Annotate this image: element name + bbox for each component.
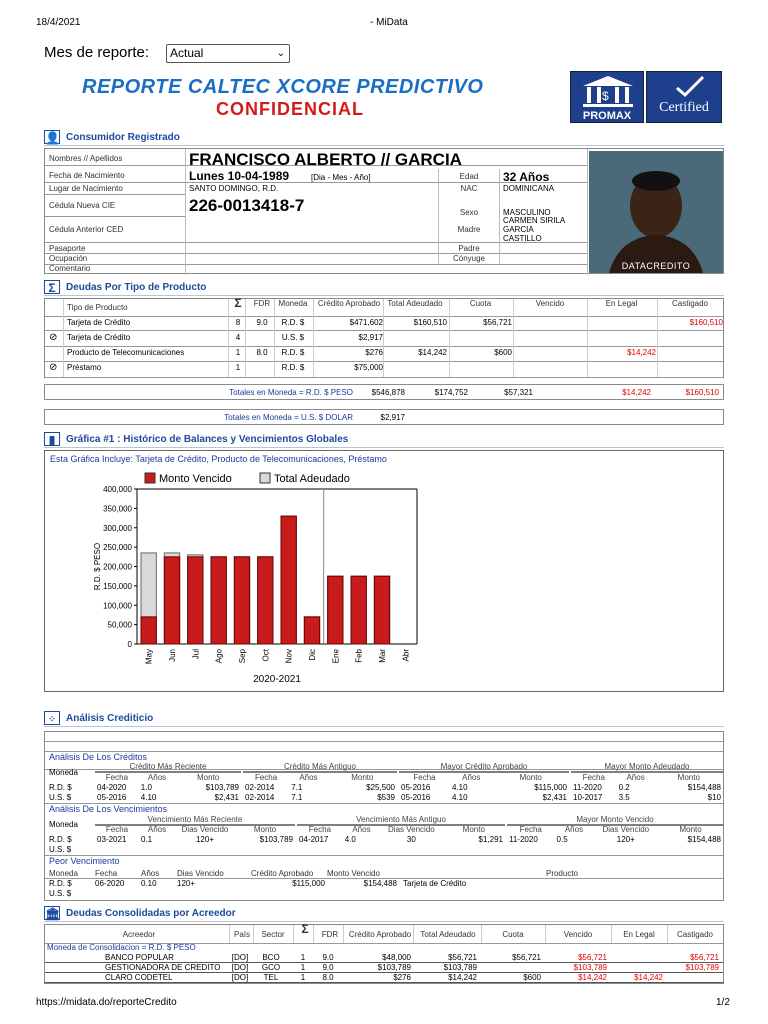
consumer-dob: Lunes 10-04-1989 bbox=[189, 169, 290, 183]
debts-header: Total Adeudado bbox=[387, 299, 443, 308]
label-comment: Comentario bbox=[49, 264, 91, 273]
y-tick-label: 400,000 bbox=[103, 485, 132, 494]
consol-header: Σ bbox=[301, 922, 309, 936]
consol-cell: $48,000 bbox=[382, 953, 411, 962]
moneda-label: Moneda bbox=[49, 768, 78, 777]
consumer-name: FRANCISCO ALBERTO // GARCIA bbox=[189, 150, 462, 169]
y-axis-title: R.D. $ PESO bbox=[93, 542, 102, 591]
total-rd-charged: $160,510 bbox=[685, 388, 719, 397]
bank-icon: 🏛 bbox=[45, 907, 61, 921]
x-tick-label: Dic bbox=[308, 649, 317, 661]
consolidated-table bbox=[44, 924, 724, 984]
consol-cell: $56,721 bbox=[512, 953, 541, 962]
label-mother: Madre bbox=[457, 225, 481, 234]
debts-cell: U.S. $ bbox=[281, 333, 305, 342]
credits-cell: 04-2020 bbox=[97, 783, 127, 792]
debts-cell: Tarjeta de Crédito bbox=[67, 333, 131, 342]
mother-line: CARMEN SIRILA bbox=[503, 216, 566, 225]
chevron-down-icon: ⌄ bbox=[276, 48, 285, 59]
worst-title: Peor Vencimiento bbox=[49, 856, 120, 866]
bar-past-due bbox=[234, 557, 249, 644]
label-occupation: Ocupación bbox=[49, 254, 88, 263]
due-cell: 03-2021 bbox=[97, 835, 127, 844]
report-title: REPORTE CALTEC XCORE PREDICTIVO bbox=[82, 76, 484, 98]
consol-cell: $14,242 bbox=[634, 973, 663, 982]
total-us-label: Totales en Moneda = U.S. $ DOLAR bbox=[224, 413, 353, 422]
section-consolidated-header bbox=[44, 906, 724, 922]
total-rd-quota: $57,321 bbox=[504, 388, 533, 397]
consol-cell: [DO] bbox=[231, 963, 249, 972]
legend-swatch bbox=[145, 473, 155, 483]
print-date: 18/4/2021 bbox=[36, 17, 81, 28]
due-group: Vencimiento Más Reciente bbox=[147, 815, 243, 824]
credits-title: Análisis De Los Créditos bbox=[49, 752, 148, 762]
worst-cell: 120+ bbox=[177, 879, 196, 888]
debts-total-rd bbox=[44, 384, 724, 400]
due-subheader: Años bbox=[352, 825, 371, 834]
due-subheader: Monto bbox=[679, 825, 702, 834]
consol-header: Total Adeudado bbox=[420, 930, 476, 939]
due-group: Vencimiento Más Antiguo bbox=[356, 815, 446, 824]
credits-subheader: Fecha bbox=[254, 773, 278, 782]
worst-cell: 0.10 bbox=[141, 879, 157, 888]
graph-panel bbox=[44, 450, 724, 692]
debts-header: Castigado bbox=[671, 299, 709, 308]
debts-cell: $2,917 bbox=[358, 333, 383, 342]
consol-header: Vencido bbox=[563, 930, 593, 939]
label-passport: Pasaporte bbox=[49, 244, 86, 253]
due-cell: 04-2017 bbox=[299, 835, 329, 844]
credits-cell: 02-2014 bbox=[245, 783, 275, 792]
y-tick-label: 100,000 bbox=[103, 601, 132, 611]
consumer-panel bbox=[44, 148, 724, 274]
due-cell: $154,488 bbox=[687, 835, 721, 844]
due-cell: 120+ bbox=[616, 835, 635, 844]
credits-currency: R.D. $ bbox=[49, 783, 72, 792]
moneda-label: Moneda bbox=[49, 820, 78, 829]
debts-cell: 8.0 bbox=[256, 348, 268, 357]
due-cell: 0.5 bbox=[556, 835, 568, 844]
debts-header: En Legal bbox=[605, 299, 638, 308]
consol-cell: $103,789 bbox=[377, 963, 411, 972]
due-cell: $1,291 bbox=[478, 835, 503, 844]
debts-cell: $14,242 bbox=[418, 348, 447, 357]
mother-line: CASTILLO bbox=[503, 234, 542, 243]
label-cie: Cédula Nueva CIE bbox=[49, 201, 116, 210]
due-cell: 0.1 bbox=[141, 835, 153, 844]
consol-cell: $103,789 bbox=[573, 963, 607, 972]
bar-past-due bbox=[328, 576, 343, 644]
credits-cell: 7.1 bbox=[291, 793, 303, 802]
debts-cell: R.D. $ bbox=[281, 363, 305, 372]
credits-subheader: Años bbox=[462, 773, 481, 782]
section-graph-title: Gráfica #1 : Histórico de Balances y Vencimientos Globales bbox=[66, 434, 349, 445]
dice-icon: ⁘ bbox=[44, 711, 60, 725]
bar-past-due bbox=[374, 576, 389, 644]
consol-header: Acreedor bbox=[122, 930, 156, 939]
credits-cell: 4.10 bbox=[140, 793, 157, 802]
due-subheader: Dias Vencido bbox=[388, 825, 435, 834]
y-tick-label: 200,000 bbox=[103, 562, 132, 572]
debts-cell: Préstamo bbox=[67, 363, 102, 372]
due-cell: $103,789 bbox=[259, 835, 293, 844]
x-tick-label: May bbox=[144, 649, 154, 665]
total-us-approved: $2,917 bbox=[380, 413, 405, 422]
debts-cell: Tarjeta de Crédito bbox=[67, 318, 131, 327]
consol-cell: $600 bbox=[523, 973, 541, 982]
worst-header: Dias Vencido bbox=[177, 869, 224, 878]
consol-cell: $14,242 bbox=[448, 973, 477, 982]
debts-table bbox=[44, 298, 724, 378]
consol-cell: $56,721 bbox=[690, 953, 719, 962]
due-cell: 4.0 bbox=[344, 835, 356, 844]
section-analysis-title: Análisis Crediticio bbox=[66, 713, 154, 724]
balance-chart bbox=[45, 465, 725, 691]
credits-group: Crédito Más Antiguo bbox=[283, 762, 357, 771]
promax-text: PROMAX bbox=[582, 110, 632, 122]
consol-cell: 8.0 bbox=[322, 973, 334, 982]
total-rd-legal: $14,242 bbox=[622, 388, 651, 397]
certified-badge bbox=[646, 71, 722, 123]
bar-past-due bbox=[188, 557, 203, 644]
worst-header: Producto bbox=[545, 869, 579, 878]
consumer-mother bbox=[503, 216, 565, 243]
due-currency: R.D. $ bbox=[49, 835, 72, 844]
month-select-value: Actual bbox=[170, 46, 204, 60]
consol-cell: $103,789 bbox=[685, 963, 719, 972]
checkmark-icon bbox=[647, 72, 723, 100]
due-subheader: Monto bbox=[253, 825, 277, 834]
month-select[interactable] bbox=[166, 44, 290, 63]
section-graph-header bbox=[44, 432, 724, 448]
print-url[interactable]: https://midata.do/reporteCredito bbox=[36, 997, 177, 1008]
credits-cell: $25,500 bbox=[366, 783, 395, 792]
graph-includes: Esta Gráfica Incluye: Tarjeta de Crédito, Producto de Telecomunicaciones, Préstamo bbox=[50, 454, 387, 464]
bar-past-due bbox=[304, 617, 319, 644]
label-age: Edad bbox=[459, 172, 479, 181]
due-subheader: Años bbox=[564, 825, 584, 834]
due-group: Mayor Monto Vencido bbox=[576, 815, 654, 824]
consol-header: País bbox=[233, 930, 250, 939]
consol-header: Crédito Aprobado bbox=[348, 930, 412, 939]
credits-cell: 4.10 bbox=[452, 793, 468, 802]
debts-total-us bbox=[44, 409, 724, 425]
credits-cell: 1.0 bbox=[140, 783, 152, 792]
worst-cell: Tarjeta de Crédito bbox=[403, 879, 467, 888]
y-tick-label: 300,000 bbox=[103, 523, 132, 533]
y-tick-label: 50,000 bbox=[107, 620, 132, 630]
consol-cell: $103,789 bbox=[443, 963, 477, 972]
consol-header: En Legal bbox=[623, 930, 655, 939]
credits-subheader: Monto bbox=[197, 773, 220, 782]
total-rd-approved: $546,878 bbox=[371, 388, 405, 397]
debts-header: Vencido bbox=[535, 299, 565, 308]
x-tick-label: Nov bbox=[284, 649, 294, 664]
credits-subheader: Fecha bbox=[105, 773, 129, 782]
debts-cell: $14,242 bbox=[627, 348, 656, 357]
credits-subheader: Años bbox=[299, 773, 318, 782]
due-cell: 30 bbox=[406, 835, 416, 844]
credits-cell: 7.1 bbox=[291, 783, 303, 792]
credits-cell: 02-2014 bbox=[245, 793, 275, 802]
debts-cell: R.D. $ bbox=[281, 318, 305, 327]
due-subheader: Monto bbox=[462, 825, 485, 834]
debts-cell: $471,602 bbox=[349, 318, 383, 327]
label-pob: Lugar de Nacimiento bbox=[49, 184, 123, 193]
section-consolidated-title: Deudas Consolidadas por Acreedor bbox=[66, 908, 236, 919]
debts-header: FDR bbox=[253, 299, 271, 308]
debts-cell: 1 bbox=[235, 348, 241, 357]
credits-cell: $10 bbox=[707, 793, 721, 802]
due-subheader: Fecha bbox=[519, 825, 542, 834]
debts-cell: $600 bbox=[494, 348, 512, 357]
credits-cell: $2,431 bbox=[542, 793, 567, 802]
worst-header: Moneda bbox=[49, 869, 78, 878]
due-subheader: Fecha bbox=[105, 825, 129, 834]
section-debts-title: Deudas Por Tipo de Producto bbox=[66, 282, 207, 293]
promax-logo bbox=[570, 71, 644, 123]
credits-group: Crédito Más Reciente bbox=[129, 762, 207, 771]
y-tick-label: 0 bbox=[127, 640, 132, 649]
worst-cell: $154,488 bbox=[363, 879, 397, 888]
y-tick-label: 250,000 bbox=[103, 543, 132, 553]
credits-cell: $2,431 bbox=[214, 793, 239, 802]
section-consumer-header bbox=[44, 130, 724, 146]
consumer-cie: 226-0013418-7 bbox=[189, 196, 305, 215]
bar-past-due bbox=[281, 516, 296, 644]
label-father: Padre bbox=[458, 244, 480, 253]
x-tick-label: Oct bbox=[261, 649, 271, 662]
debts-cell: $276 bbox=[365, 348, 383, 357]
credits-subheader: Monto bbox=[519, 773, 542, 782]
credits-cell: 05-2016 bbox=[97, 793, 127, 802]
credits-cell: $115,000 bbox=[534, 783, 567, 792]
credits-subheader: Años bbox=[626, 773, 645, 782]
month-label: Mes de reporte: bbox=[44, 44, 150, 61]
label-name: Nombres // Apellidos bbox=[49, 154, 123, 163]
debts-cell: R.D. $ bbox=[281, 348, 305, 357]
consol-cell: [DO] bbox=[231, 953, 249, 962]
x-tick-label: Ago bbox=[214, 649, 224, 664]
worst-header: Monto Vencido bbox=[327, 869, 380, 878]
consol-header: FDR bbox=[321, 930, 339, 939]
due-title: Análisis De Los Vencimientos bbox=[49, 804, 168, 814]
due-subheader: Dias Vencido bbox=[181, 825, 229, 834]
person-silhouette-icon bbox=[589, 151, 723, 273]
consol-cell: GCO bbox=[261, 963, 281, 972]
consumer-nac: DOMINICANA bbox=[503, 184, 555, 193]
x-tick-label: Mar bbox=[378, 649, 387, 663]
consol-cell: CLARO CODETEL bbox=[105, 973, 173, 982]
consol-currency-note: Moneda de Consolidacion = R.D. $ PESO bbox=[47, 943, 196, 952]
consumer-photo bbox=[589, 151, 723, 273]
debts-cell: $160,510 bbox=[413, 318, 447, 327]
consol-cell: BCO bbox=[262, 953, 280, 962]
credits-cell: 3.5 bbox=[618, 793, 630, 802]
label-sex: Sexo bbox=[459, 208, 479, 217]
disabled-icon: ⊘ bbox=[49, 362, 58, 373]
worst-cell: $115,000 bbox=[292, 879, 325, 888]
debts-cell: $56,721 bbox=[483, 318, 512, 327]
section-debts-header bbox=[44, 280, 724, 296]
worst-header: Años bbox=[141, 869, 160, 878]
mother-line: GARCIA bbox=[503, 225, 534, 234]
consumer-age: 32 Años bbox=[503, 170, 550, 184]
credits-group: Mayor Crédito Aprobado bbox=[440, 762, 528, 771]
debts-header: Cuota bbox=[469, 299, 492, 308]
debts-cell: $160,510 bbox=[689, 318, 723, 327]
dob-format: [Dia - Mes - Año] bbox=[311, 173, 371, 182]
debts-cell: Producto de Telecomunicaciones bbox=[67, 348, 185, 357]
total-rd-label: Totales en Moneda = R.D. $ PESO bbox=[229, 388, 353, 397]
print-page: 1/2 bbox=[716, 997, 730, 1008]
consol-cell: $56,721 bbox=[448, 953, 477, 962]
due-currency: U.S. $ bbox=[49, 845, 72, 854]
x-axis-title: 2020-2021 bbox=[253, 674, 301, 685]
worst-currency: R.D. $ bbox=[49, 879, 72, 888]
section-analysis-header bbox=[44, 711, 724, 727]
due-subheader: Fecha bbox=[308, 825, 331, 834]
consol-header: Cuota bbox=[502, 930, 524, 939]
chart-svg bbox=[45, 465, 725, 691]
x-tick-label: Feb bbox=[354, 649, 364, 663]
section-consumer-title: Consumidor Registrado bbox=[66, 132, 180, 143]
disabled-icon: ⊘ bbox=[49, 332, 58, 343]
consol-cell: 1 bbox=[300, 953, 306, 962]
credits-subheader: Años bbox=[147, 773, 167, 782]
consumer-pob: SANTO DOMINGO, R.D. bbox=[189, 184, 279, 193]
credits-cell: $103,789 bbox=[205, 783, 239, 792]
x-tick-label: Abr bbox=[401, 649, 411, 662]
debts-cell: 4 bbox=[235, 333, 241, 342]
consol-cell: BANCO POPULAR bbox=[105, 953, 174, 962]
bar-past-due bbox=[141, 617, 156, 644]
credits-cell: $154,488 bbox=[687, 783, 721, 792]
consol-cell: 9.0 bbox=[322, 963, 334, 972]
consol-cell: 1 bbox=[300, 973, 306, 982]
consol-header: Castigado bbox=[676, 930, 714, 939]
x-tick-label: Sep bbox=[238, 649, 247, 664]
worst-currency: U.S. $ bbox=[49, 889, 72, 898]
bar-past-due bbox=[164, 557, 179, 644]
debts-header: Σ bbox=[234, 296, 242, 310]
credits-cell: 11-2020 bbox=[573, 783, 602, 792]
credits-group: Mayor Monto Adeudado bbox=[604, 762, 690, 771]
svg-text:$: $ bbox=[602, 89, 609, 103]
analysis-panel bbox=[44, 731, 724, 901]
total-rd-owed: $174,752 bbox=[434, 388, 468, 397]
report-subtitle: CONFIDENCIAL bbox=[216, 99, 364, 119]
x-tick-label: Ene bbox=[331, 649, 341, 664]
credits-cell: 05-2016 bbox=[401, 793, 431, 802]
photo-caption: DATACREDITO bbox=[621, 261, 691, 271]
credits-cell: 0.2 bbox=[618, 783, 630, 792]
credits-subheader: Monto bbox=[351, 773, 374, 782]
x-tick-label: Jun bbox=[168, 649, 177, 662]
label-nac: NAC bbox=[460, 184, 478, 193]
bar-past-due bbox=[351, 576, 366, 644]
consol-header: Sector bbox=[261, 930, 285, 939]
debts-cell: 1 bbox=[235, 363, 241, 372]
consol-cell: 1 bbox=[300, 963, 306, 972]
due-subheader: Años bbox=[147, 825, 167, 834]
credits-cell: $539 bbox=[377, 793, 395, 802]
due-cell: 120+ bbox=[195, 835, 215, 844]
x-tick-label: Jul bbox=[191, 649, 201, 660]
certified-text: Certified bbox=[659, 100, 709, 115]
due-subheader: Dias Vencido bbox=[602, 825, 650, 834]
consol-cell: $56,721 bbox=[578, 953, 607, 962]
print-title: - MiData bbox=[370, 17, 408, 28]
y-tick-label: 350,000 bbox=[103, 504, 132, 514]
credits-cell: 4.10 bbox=[452, 783, 468, 792]
bar-chart-icon: ▮ bbox=[44, 432, 60, 446]
legend-label: Monto Vencido bbox=[159, 473, 232, 485]
debts-cell: 8 bbox=[235, 318, 241, 327]
credits-subheader: Fecha bbox=[413, 773, 436, 782]
credits-subheader: Fecha bbox=[582, 773, 605, 782]
bar-past-due bbox=[211, 557, 226, 644]
consol-cell: 9.0 bbox=[322, 953, 334, 962]
worst-cell: 06-2020 bbox=[95, 879, 125, 888]
consol-cell: $276 bbox=[393, 973, 411, 982]
consumer-sex: MASCULINO bbox=[503, 208, 551, 217]
consol-cell: $14,242 bbox=[578, 973, 607, 982]
credits-currency: U.S. $ bbox=[49, 793, 72, 802]
label-spouse: Cónyuge bbox=[452, 254, 486, 263]
debts-header: Moneda bbox=[278, 299, 308, 308]
legend-label: Total Adeudado bbox=[274, 473, 350, 485]
y-tick-label: 150,000 bbox=[103, 581, 132, 591]
consol-cell: [DO] bbox=[231, 973, 249, 982]
consol-cell: TEL bbox=[263, 973, 279, 982]
debts-cell: 9.0 bbox=[256, 318, 268, 327]
label-ced: Cédula Anterior CED bbox=[49, 225, 124, 234]
debts-header: Crédito Aprobado bbox=[317, 299, 381, 308]
user-icon: 👤 bbox=[45, 131, 60, 145]
worst-header: Fecha bbox=[95, 869, 118, 878]
worst-header: Crédito Aprobado bbox=[251, 869, 314, 878]
credits-subheader: Monto bbox=[677, 773, 700, 782]
building-icon bbox=[571, 72, 645, 110]
label-dob: Fecha de Nacimiento bbox=[49, 171, 125, 180]
bar-past-due bbox=[258, 557, 273, 644]
sigma-icon: Σ bbox=[44, 280, 60, 294]
due-cell: 11-2020 bbox=[509, 835, 538, 844]
debts-header: Tipo de Producto bbox=[67, 303, 128, 312]
credits-cell: 05-2016 bbox=[401, 783, 431, 792]
legend-swatch bbox=[260, 473, 270, 483]
debts-cell: $75,000 bbox=[354, 363, 383, 372]
credits-cell: 10-2017 bbox=[573, 793, 603, 802]
consol-cell: GESTIONADORA DE CREDITO bbox=[105, 963, 221, 972]
